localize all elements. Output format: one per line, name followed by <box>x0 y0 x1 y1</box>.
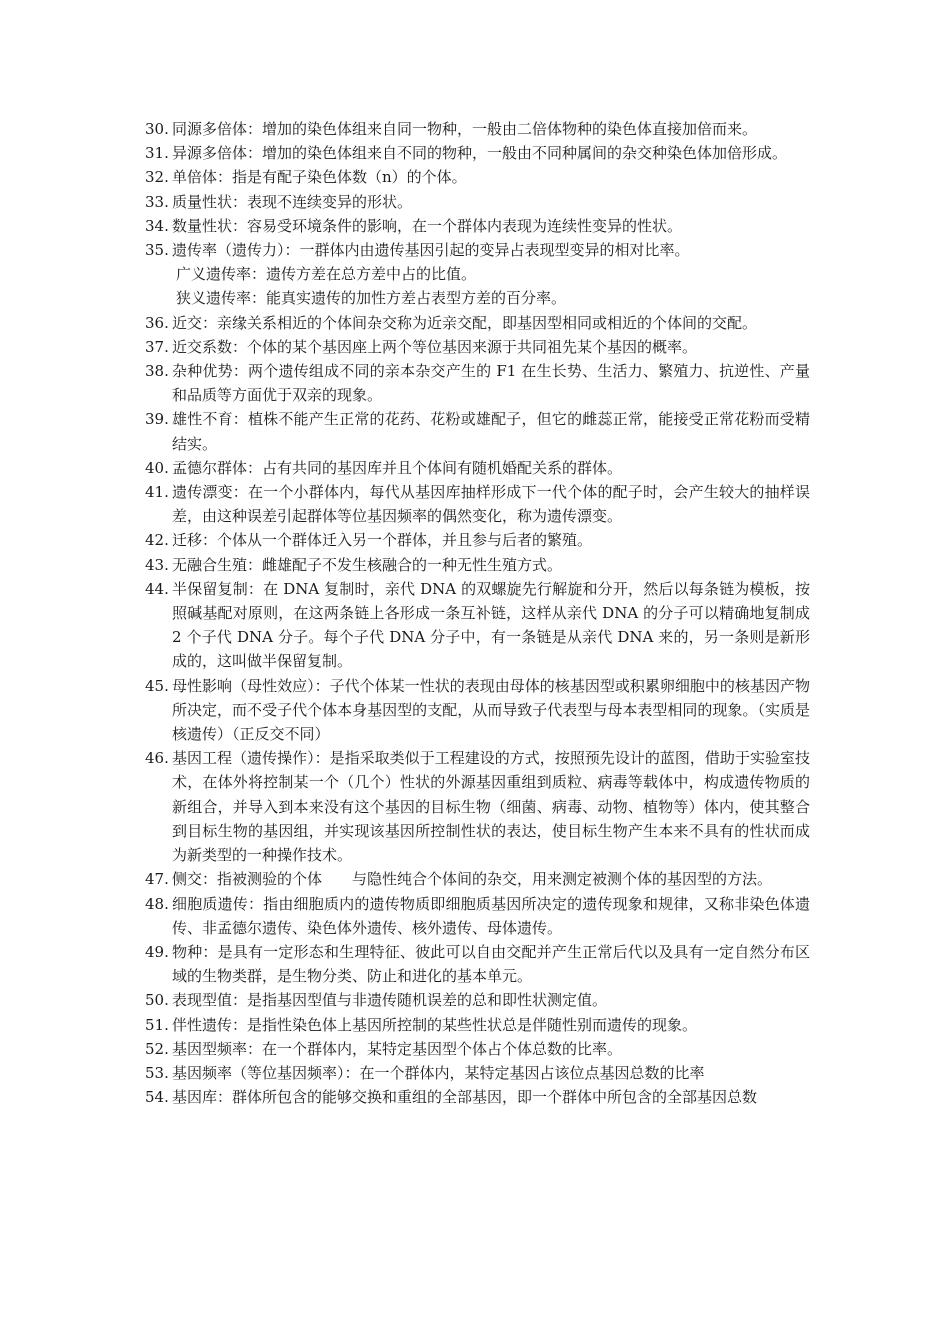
list-item <box>145 674 810 747</box>
item-number: 39. <box>145 410 169 429</box>
item-text: 基因库：群体所包含的能够交换和重组的全部基因，即一个群体中所包含的全部基因总数 <box>172 1088 758 1107</box>
item-number: 43. <box>145 555 169 574</box>
list-item <box>145 988 810 1012</box>
item-text: 半保留复制：在 DNA 复制时，亲代 DNA 的双螺旋先行解旋和分开，然后以每条链为模板，按照碱基配对原则，在这两条链上各形成一条互补链，这样从亲代 DNA 的分子可以精确地复制成 2 个子代 DNA 分子。每个子代 DNA 分子中，有一条链是从亲代 DNA 来的，另一条则是新形成的，这叫做半保留复制。 <box>172 579 810 671</box>
list-item <box>145 528 810 552</box>
item-text: 物种：是具有一定形态和生理特征、彼此可以自由交配并产生正常后代以及具有一定自然分布区域的生物类群，是生物分类、防止和进化的基本单元。 <box>172 942 810 986</box>
item-number: 31. <box>145 144 169 163</box>
list-item <box>145 746 810 867</box>
item-text: 近交：亲缘关系相近的个体间杂交称为近亲交配，即基因型相同或相近的个体间的交配。 <box>172 313 758 332</box>
item-text: 同源多倍体：增加的染色体组来自同一物种，一般由二倍体物种的染色体直接加倍而来。 <box>172 120 758 138</box>
item-text: 侧交：指被测验的个体 与隐性纯合个体间的杂交，用来测定被测个体的基因型的方法。 <box>172 870 773 889</box>
item-number: 30. <box>145 120 169 138</box>
item-text: 无融合生殖：雌雄配子不发生核融合的一种无性生殖方式。 <box>172 555 563 574</box>
item-text: 近交系数：个体的某个基因座上两个等位基因来源于共同祖先某个基因的概率。 <box>172 337 698 356</box>
item-number: 36. <box>145 313 169 332</box>
item-number: 50. <box>145 991 169 1010</box>
item-text: 基因型频率：在一个群体内，某特定基因型个体占个体总数的比率。 <box>172 1039 623 1058</box>
item-number: 32. <box>145 168 169 187</box>
list-item <box>145 335 810 359</box>
item-text: 质量性状：表现不连续变异的形状。 <box>172 192 413 211</box>
list-item <box>145 214 810 238</box>
list-item <box>145 311 810 335</box>
item-text: 异源多倍体：增加的染色体组来自不同的物种，一般由不同种属间的杂交种染色体加倍形成。 <box>172 144 788 163</box>
list-item <box>145 1013 810 1037</box>
glossary-list <box>145 117 810 1109</box>
list-item <box>145 553 810 577</box>
item-text: 母性影响（母性效应）：子代个体某一性状的表现由母体的核基因型或积累卵细胞中的核基因产物所决定，而不受子代个体本身基因型的支配，从而导致子代表型与母本表型相同的现象。（实质是核遗传）（正反交不同） <box>172 676 810 744</box>
sub-definition: 狭义遗传率：能真实遗传的加性方差占表型方差的百分率。 <box>176 289 567 308</box>
list-item <box>145 577 810 674</box>
item-text: 基因频率（等位基因频率）：在一个群体内，某特定基因占该位点基因总数的比率 <box>172 1063 705 1082</box>
list-item <box>145 190 810 214</box>
sub-definition: 广义遗传率：遗传方差在总方差中占的比值。 <box>176 265 477 284</box>
item-text: 数量性状：容易受环境条件的影响，在一个群体内表现为连续性变异的性状。 <box>172 216 683 235</box>
item-number: 35. <box>145 241 169 260</box>
list-item <box>145 165 810 189</box>
list-item <box>145 480 810 528</box>
list-item <box>145 117 810 141</box>
item-number: 46. <box>145 749 169 768</box>
item-number: 48. <box>145 894 169 913</box>
item-number: 34. <box>145 216 169 235</box>
list-item <box>145 940 810 988</box>
item-text: 遗传率（遗传力）：一群体内由遗传基因引起的变异占表现型变异的相对比率。 <box>172 241 690 260</box>
list-item <box>145 141 810 165</box>
item-number: 37. <box>145 337 169 356</box>
item-text: 迁移：个体从一个群体迁入另一个群体，并且参与后者的繁殖。 <box>172 531 593 550</box>
item-number: 54. <box>145 1088 169 1107</box>
item-number: 42. <box>145 531 169 550</box>
item-text: 杂种优势：两个遗传组成不同的亲本杂交产生的 F1 在生长势、生活力、繁殖力、抗逆性、产量和品质等方面优于双亲的现象。 <box>172 362 810 405</box>
item-text: 遗传漂变：在一个小群体内，每代从基因库抽样形成下一代个体的配子时，会产生较大的抽样误差，由这种误差引起群体等位基因频率的偶然变化，称为遗传漂变。 <box>172 483 810 526</box>
item-number: 33. <box>145 192 169 211</box>
item-text: 孟德尔群体：占有共同的基因库并且个体间有随机婚配关系的群体。 <box>172 458 623 477</box>
item-number: 47. <box>145 870 169 889</box>
item-number: 41. <box>145 483 169 502</box>
list-item <box>145 1085 810 1109</box>
list-item <box>145 238 810 262</box>
list-item <box>145 867 810 891</box>
item-text: 表现型值：是指基因型值与非遗传随机误差的总和即性状测定值。 <box>172 991 608 1010</box>
list-item <box>145 1037 810 1061</box>
item-text: 伴性遗传：是指性染色体上基因所控制的某些性状总是伴随性别而遗传的现象。 <box>172 1015 698 1034</box>
list-item <box>145 892 810 940</box>
list-item <box>145 456 810 480</box>
list-item <box>145 407 810 455</box>
item-number: 52. <box>145 1039 169 1058</box>
list-item <box>145 359 810 407</box>
item-number: 51. <box>145 1015 169 1034</box>
item-text: 单倍体：指是有配子染色体数（n）的个体。 <box>172 168 467 187</box>
item-text: 基因工程（遗传操作）：是指采取类似于工程建设的方式，按照预先设计的蓝图，借助于实验室技术，在体外将控制某一个（几个）性状的外源基因重组到质粒、病毒等载体中，构成遗传物质的新组合，并导入到本来没有这个基因的目标生物（细菌、病毒、动物、植物等）体内，使其整合到目标生物的基因组，并实现该基因所控制性状的表达，使目标生物产生本来不具有的性状而成为新类型的一种操作技术。 <box>172 749 810 865</box>
item-text: 雄性不育：植株不能产生正常的花药、花粉或雄配子，但它的雌蕊正常，能接受正常花粉而受精结实。 <box>172 410 810 453</box>
item-number: 53. <box>145 1063 169 1082</box>
item-number: 40. <box>145 458 169 477</box>
item-number: 44. <box>145 579 169 598</box>
item-number: 45. <box>145 676 169 695</box>
item-number: 38. <box>145 362 169 381</box>
item-text: 细胞质遗传：指由细胞质内的遗传物质即细胞质基因所决定的遗传现象和规律，又称非染色体遗传、非孟德尔遗传、染色体外遗传、核外遗传、母体遗传。 <box>172 894 810 937</box>
item-number: 49. <box>145 942 169 961</box>
list-item <box>145 1061 810 1085</box>
